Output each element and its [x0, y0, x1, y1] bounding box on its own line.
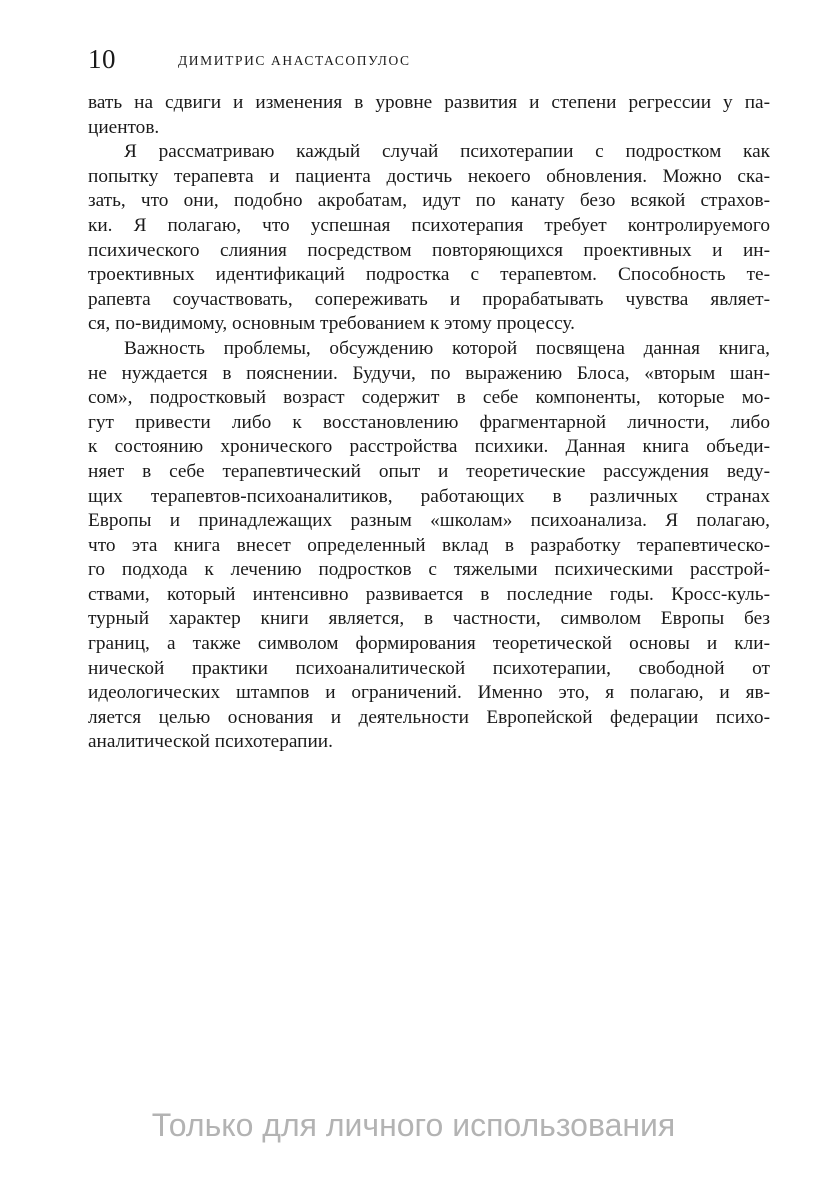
body-text: [88, 91, 770, 755]
text-line: троективных идентификаций подростка с терапевтом. Способность те-: [88, 264, 770, 286]
text-line: турный характер книги является, в частности, символом Европы без: [88, 608, 770, 630]
text-line: Европы и принадлежащих разным «школам» психоанализа. Я полагаю,: [88, 510, 770, 532]
text-line: Я рассматриваю каждый случай психотерапии с подростком как: [124, 141, 770, 163]
text-line: ки. Я полагаю, что успешная психотерапия требует контролируемого: [88, 214, 770, 236]
text-line: ляется целью основания и деятельности Европейской федерации психо-: [88, 706, 770, 728]
page-number: 10: [88, 44, 116, 74]
text-line: рапевта соучаствовать, сопереживать и прорабатывать чувства являет-: [88, 288, 770, 310]
page-header: [88, 44, 768, 78]
text-line: циентов.: [88, 116, 160, 138]
text-line: границ, а также символом формирования теоретической основы и кли-: [88, 633, 770, 655]
text-line: вать на сдвиги и изменения в уровне развития и степени регрессии у па-: [88, 92, 770, 113]
text-line: ствами, который интенсивно развивается в последние годы. Кросс-куль-: [88, 583, 770, 605]
text-line: не нуждается в пояснении. Будучи, по выражению Блоса, «вторым шан-: [88, 362, 770, 384]
text-line: няет в себе терапевтический опыт и теоретические рассуждения веду-: [88, 460, 770, 482]
text-line: гут привести либо к восстановлению фрагментарной личности, либо: [88, 411, 770, 433]
text-line: к состоянию хронического расстройства психики. Данная книга объеди-: [88, 436, 770, 458]
text-line: зать, что они, подобно акробатам, идут по канату безо всякой страхов-: [88, 190, 770, 212]
text-line: попытку терапевта и пациента достичь некоего обновления. Можно ска-: [88, 165, 770, 187]
text-line: идеологических штампов и ограничений. Именно это, я полагаю, и яв-: [88, 682, 770, 704]
text-line: сом», подростковый возраст содержит в себе компоненты, которые мо-: [88, 387, 770, 409]
running-head-author: ДИМИТРИС АНАСТАСОПУЛОС: [178, 53, 411, 68]
text-line: Важность проблемы, обсуждению которой посвящена данная книга,: [124, 337, 770, 359]
text-line: щих терапевтов-психоаналитиков, работающих в различных странах: [88, 485, 770, 507]
text-line: аналитической психотерапии.: [88, 731, 333, 753]
text-line: нической практики психоаналитической психотерапии, свободной от: [88, 657, 770, 679]
watermark-text: Только для личного использования: [151, 1107, 676, 1143]
text-line: ся, по-видимому, основным требованием к этому процессу.: [88, 313, 575, 335]
text-line: психического слияния посредством повторяющихся проективных и ин-: [88, 239, 770, 261]
text-line: го подхода к лечению подростков с тяжелыми психическими расстрой-: [88, 559, 770, 581]
text-line: что эта книга внесет определенный вклад в разработку терапевтическо-: [88, 534, 770, 556]
